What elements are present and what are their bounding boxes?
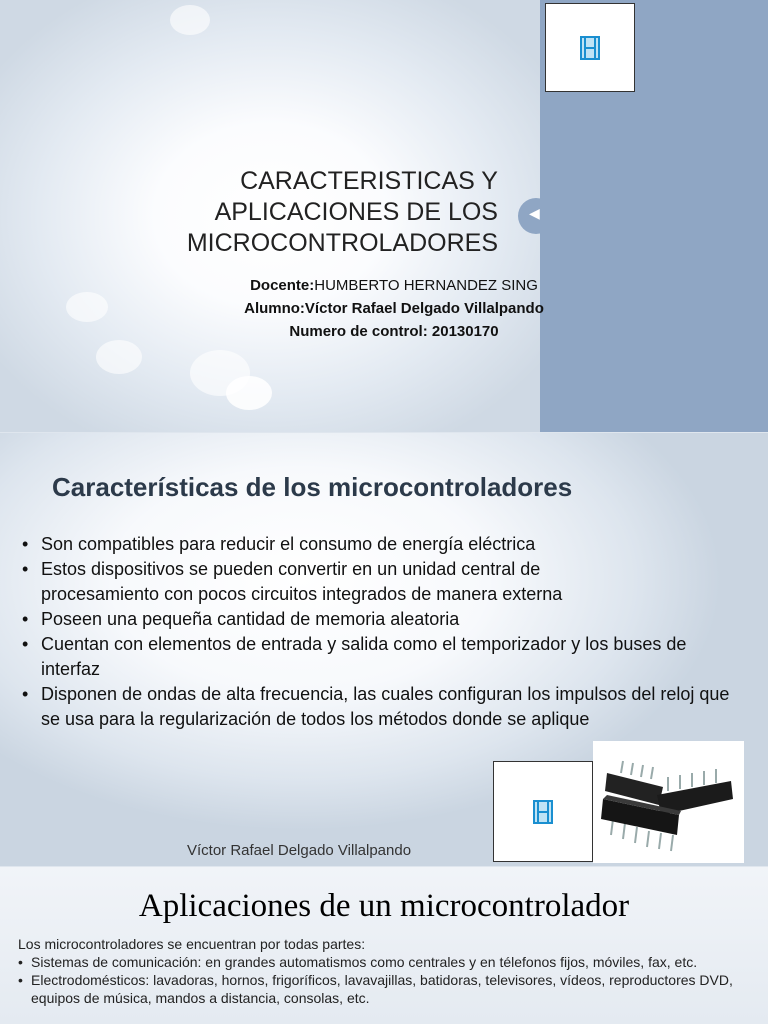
characteristics-heading: Características de los microcontroladores [52,472,573,502]
film-icon [580,36,600,60]
characteristics-list [18,532,738,732]
list-item: • Sistemas de comunicación: en grandes automatismos como centrales y en télefonos fijos, móviles, fax, etc. [18,953,748,971]
list-item: • Disponen de ondas de alta frecuencia, las cuales configuran los impulsos del reloj que se usa para la regularización de todos los métodos donde se aplique [18,682,741,732]
applications-heading: Aplicaciones de un microcontrolador [138,888,630,924]
decorative-bubble [170,5,210,35]
media-placeholder[interactable] [545,3,635,92]
list-item: • Estos dispositivos se pueden convertir en un unidad central de procesamiento con pocos circuitos integrados de manera externa [18,557,641,607]
media-placeholder-2[interactable] [493,761,593,862]
control-number: Numero de control: 20130170 [289,323,499,340]
microchip-image [593,741,744,863]
teacher-label: Docente: [250,277,315,294]
decorative-bubble [96,340,142,374]
decorative-bubble [226,376,272,410]
student-line: Alumno:Víctor Rafael Delgado Villalpando [244,300,544,317]
left-arrow-icon[interactable]: ◀ [529,205,540,221]
slide-1 [0,0,768,432]
list-item: • Poseen una pequeña cantidad de memoria aleatoria [18,607,738,632]
presentation-title: CARACTERISTICAS Y APLICACIONES DE LOS MICROCONTROLADORES [186,167,498,257]
applications-list [18,953,748,1007]
author-footer: Víctor Rafael Delgado Villalpando [187,842,412,859]
film-icon [533,800,553,824]
teacher-name: HUMBERTO HERNANDEZ SING [314,277,538,294]
applications-intro: Los microcontroladores se encuentran por todas partes: [18,936,366,952]
microchip-image [593,741,744,863]
teacher-line [0,277,768,294]
list-item: • Cuentan con elementos de entrada y salida como el temporizador y los buses de interfaz [18,632,731,682]
list-item: • Son compatibles para reducir el consumo de energía eléctrica [18,532,738,557]
list-item: • Electrodomésticos: lavadoras, hornos, frigoríficos, lavavajillas, batidoras, televisores, vídeos, reproductores DVD, equipos de música, mandos a distancia, consolas, etc. [18,971,748,1007]
